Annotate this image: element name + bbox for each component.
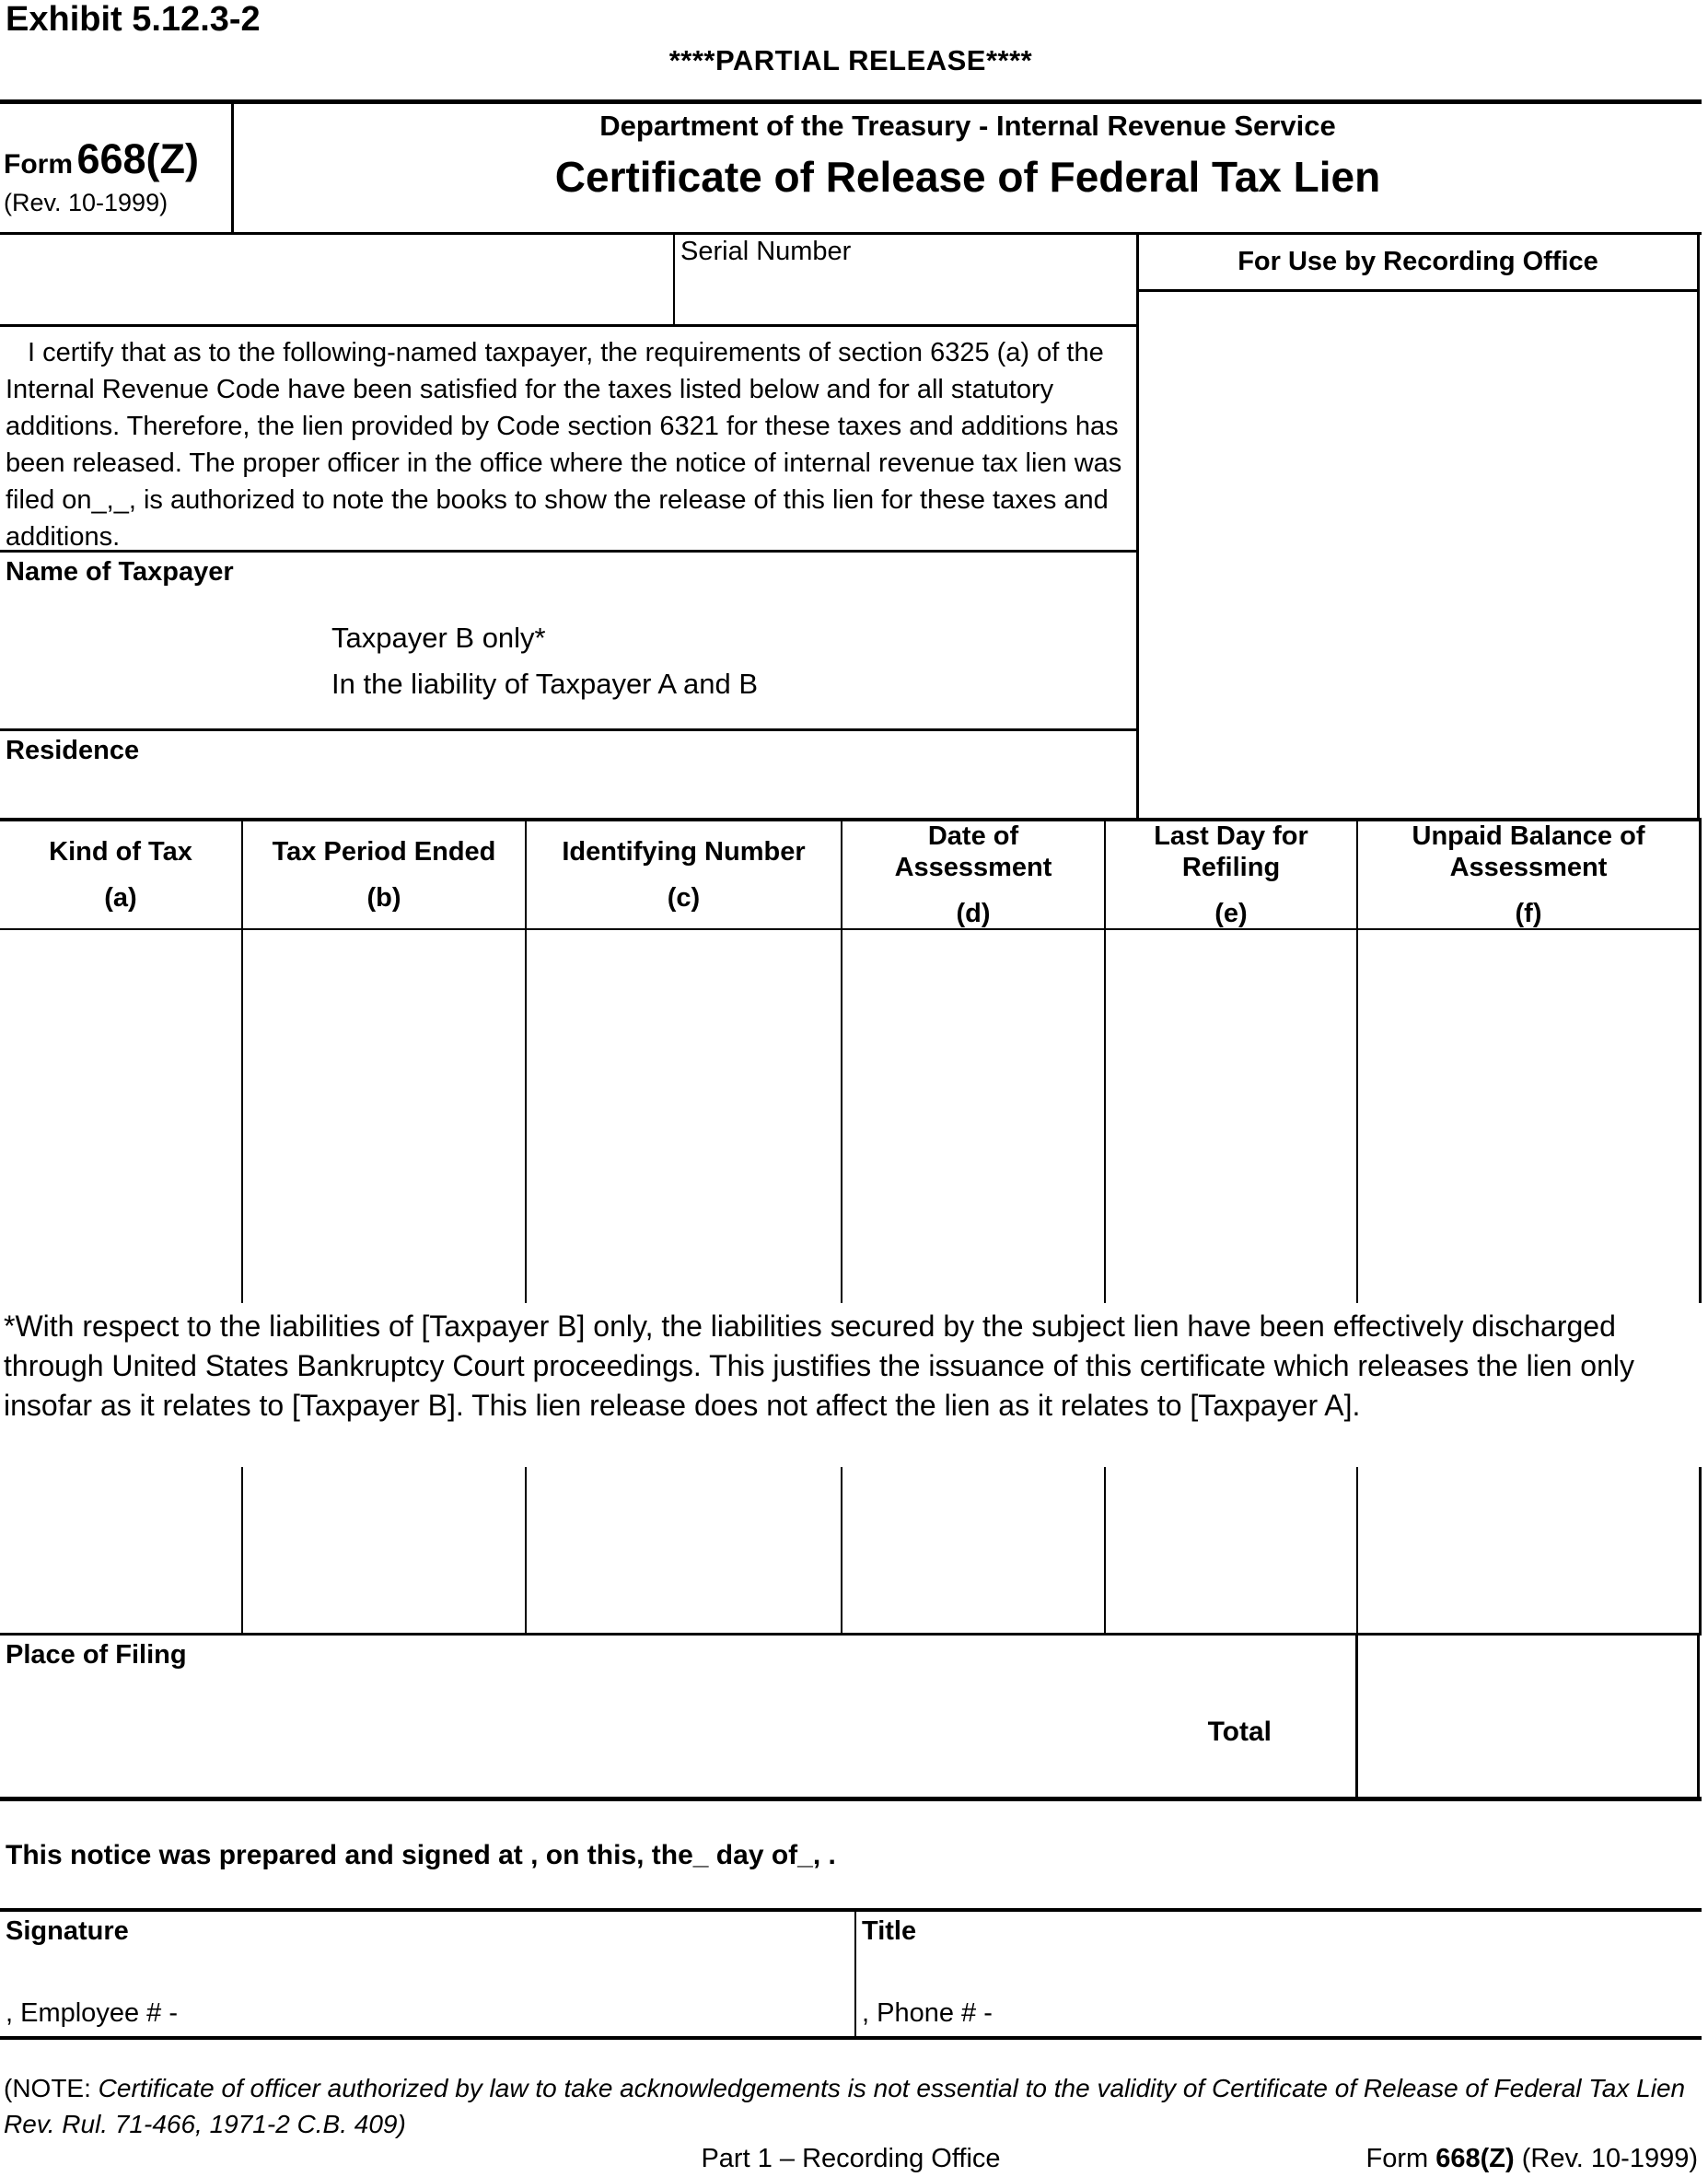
recording-office-box (1136, 235, 1700, 818)
table-cell (243, 1467, 527, 1633)
header-cell-date-of-assessment (842, 821, 1106, 928)
serial-number-cell (673, 235, 1136, 324)
column-title: Date of Assessment (894, 821, 1052, 882)
column-sub: (c) (667, 883, 701, 913)
signature-label: Signature (6, 1916, 129, 1946)
table-cell (1106, 1467, 1358, 1633)
column-sub: (e) (1214, 899, 1248, 928)
signature-title-table (0, 1908, 1702, 2040)
table-cell (1358, 930, 1702, 1303)
taxpayer-name-line-2: In the liability of Taxpayer A and B (331, 668, 759, 700)
taxpayer-name-line-1: Taxpayer B only* (331, 622, 546, 654)
title-cell (856, 1912, 1702, 2036)
signature-cell (0, 1912, 856, 2036)
footer-form-number: 668(Z) (1435, 2144, 1515, 2173)
table-cell (243, 930, 527, 1303)
form-word: Form (4, 149, 73, 180)
partial-release-banner: ****PARTIAL RELEASE**** (668, 44, 1033, 76)
footer-form-suffix: (Rev. 10-1999) (1514, 2144, 1698, 2173)
column-f-right-edge (1697, 1636, 1700, 1797)
column-title: Kind of Tax (49, 837, 192, 867)
table-cell (1106, 930, 1358, 1303)
serial-number-label: Serial Number (680, 237, 852, 266)
form-revision: (Rev. 10-1999) (4, 189, 168, 216)
place-of-filing-label: Place of Filing (6, 1640, 187, 1670)
header-cell-kind-of-tax (0, 821, 243, 928)
column-sub: (d) (956, 899, 991, 928)
form-number-line (4, 135, 199, 183)
name-of-taxpayer-box (0, 553, 1136, 731)
tax-table-body-upper (0, 930, 1702, 1303)
column-title: Last Day for Refiling (1154, 821, 1308, 882)
tax-table-header (0, 818, 1702, 930)
table-cell (1358, 1467, 1702, 1633)
residence-box (0, 731, 1136, 818)
footer-part-label: Part 1 – Recording Office (701, 2144, 1001, 2173)
certification-paragraph: I certify that as to the following-named taxpayer, the requirements of section 6325 (a) of the Internal Revenue Code have been satisfied for the taxes listed below and for all statutory additions. Therefore, the lien provided by Code section 6321 for these taxes and additions has been released. The proper officer in the office where the notice of internal revenue tax lien was filed on_,_, is authorized to note the books to show the release of this lien for these taxes and additions. (0, 327, 1136, 553)
header-cell-identifying-number (527, 821, 842, 928)
footer-form-label (1366, 2144, 1698, 2174)
form-header-box (0, 99, 1702, 235)
form-header-right (234, 104, 1702, 232)
column-title: Unpaid Balance of Assessment (1412, 821, 1645, 882)
table-cell (0, 930, 243, 1303)
table-cell (842, 1467, 1106, 1633)
table-cell (527, 1467, 842, 1633)
note-body: Certificate of officer authorized by law to take acknowledgements is not essential to the validity of Certificate of Release of Federal Tax Lien Rev. Rul. 71-466, 1971-2 C.B. 409) (4, 2074, 1686, 2138)
table-cell (0, 1467, 243, 1633)
column-sub: (b) (366, 883, 401, 913)
form-number-cell (0, 104, 234, 232)
page-footer (0, 2144, 1702, 2175)
department-line: Department of the Treasury - Internal Revenue Service (599, 110, 1336, 142)
header-cell-unpaid-balance (1358, 821, 1702, 928)
note-prefix: (NOTE: (4, 2074, 99, 2102)
total-label: Total (1207, 1717, 1272, 1747)
form-number: 668(Z) (76, 135, 199, 182)
footnote-paragraph: *With respect to the liabilities of [Taxpayer B] only, the liabilities secured by the subject lien have been effectively discharged through United States Bankruptcy Court proceedings. This justifies the issuance of this certificate which releases the lien only insofar as it relates to [Taxpayer B]. This lien release does not affect the lien as it relates to [Taxpayer A]. (4, 1310, 1634, 1422)
table-cell (842, 930, 1106, 1303)
serial-number-row (0, 235, 1136, 327)
column-title: Tax Period Ended (272, 837, 496, 867)
column-sub: (a) (104, 883, 137, 913)
header-cell-last-day-for-refiling (1106, 821, 1358, 928)
phone-number-line: , Phone # - (862, 1998, 993, 2028)
form-title: Certificate of Release of Federal Tax Lien (554, 153, 1381, 201)
note-paragraph (4, 2070, 1702, 2142)
taxpayer-name-lines (331, 615, 758, 707)
employee-number-line: , Employee # - (6, 1998, 178, 2028)
tax-table-body-lower (0, 1467, 1702, 1633)
header-cell-tax-period-ended (243, 821, 527, 928)
column-sub: (f) (1515, 899, 1542, 928)
prepared-line: This notice was prepared and signed at , on this, the_ day of_, . (6, 1840, 836, 1870)
residence-label: Residence (6, 736, 140, 765)
footer-form-prefix: Form (1365, 2144, 1436, 2173)
column-title: Identifying Number (562, 837, 806, 867)
table-cell (527, 930, 842, 1303)
column-f-divider (1355, 1636, 1358, 1797)
name-of-taxpayer-label: Name of Taxpayer (6, 557, 234, 587)
place-of-filing-row (0, 1633, 1702, 1801)
exhibit-label: Exhibit 5.12.3-2 (6, 0, 261, 39)
recording-office-label: For Use by Recording Office (1139, 235, 1697, 292)
title-label: Title (862, 1916, 917, 1946)
